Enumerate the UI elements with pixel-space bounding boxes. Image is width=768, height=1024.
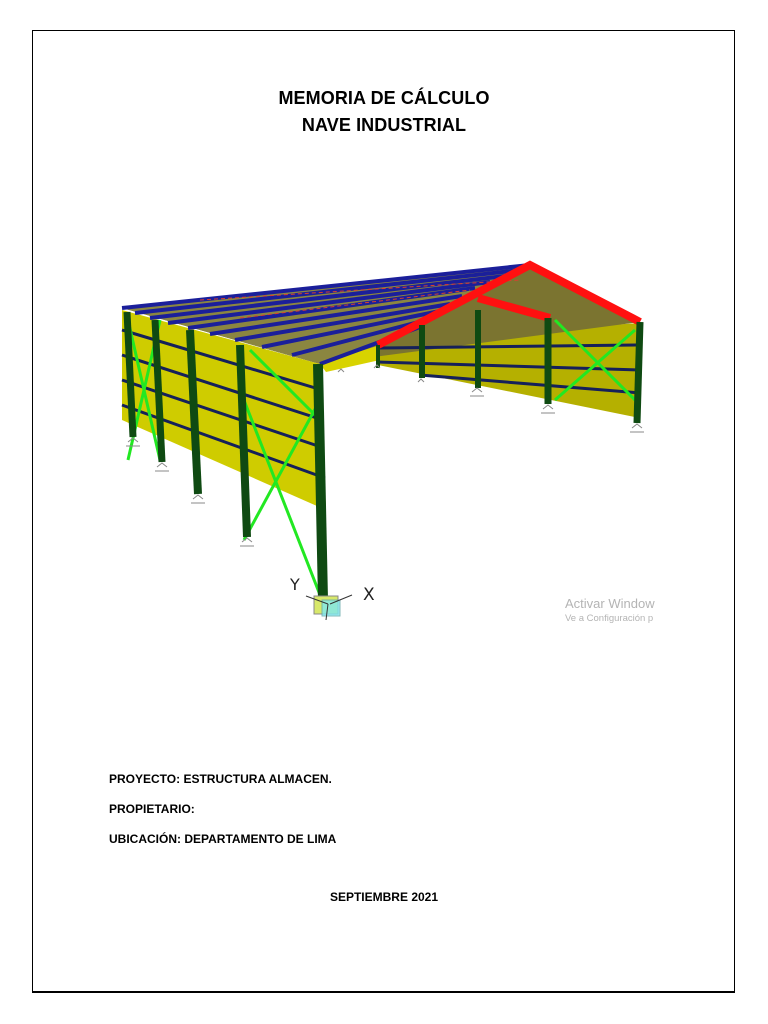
project-line: PROYECTO: ESTRUCTURA ALMACEN. — [109, 772, 332, 786]
location-line: UBICACIÓN: DEPARTAMENTO DE LIMA — [109, 832, 337, 846]
axis-x-label: X — [363, 585, 375, 605]
document-date: SEPTIEMBRE 2021 — [329, 890, 439, 904]
owner-line: PROPIETARIO: — [109, 802, 195, 816]
document-title: MEMORIA DE CÁLCULO — [278, 88, 490, 108]
axis-y-label: Y — [290, 575, 300, 594]
document-subtitle: NAVE INDUSTRIAL — [301, 115, 467, 135]
activation-watermark-line2: Ve a Configuración p — [565, 613, 654, 624]
activation-watermark-line1: Activar Window — [565, 596, 655, 611]
